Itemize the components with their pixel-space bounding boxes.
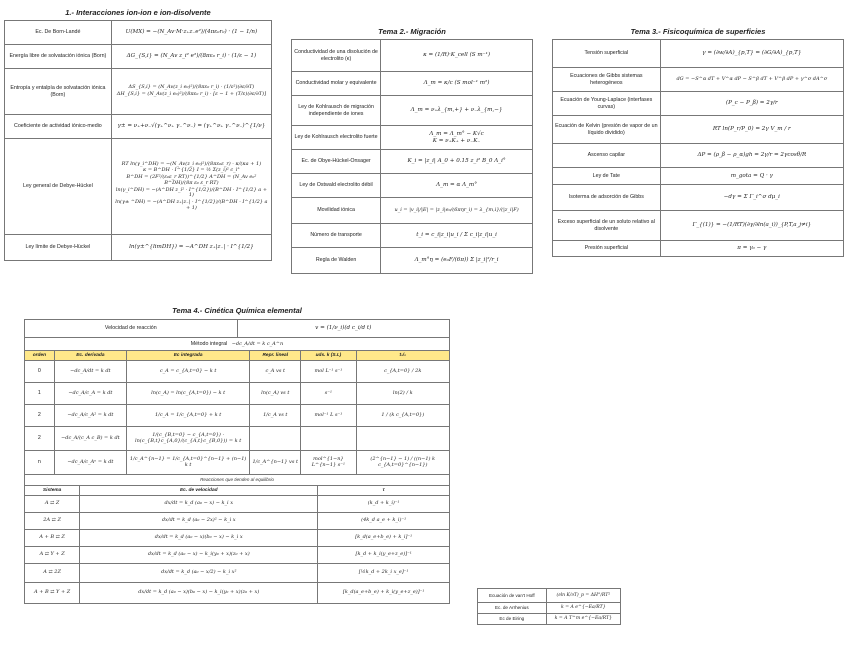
linear: 1/c_A^{n−1} vs t [250, 451, 301, 475]
formula: −dc_A/dt = k c_A^n [231, 340, 284, 347]
half-life: c_{A,t=0} / 2k [356, 361, 450, 383]
formula: γ = (∂w/∂A)_{p,T} = (∂G/∂A)_{p,T} [660, 40, 843, 68]
formula: κ = B^DH · I^{1/2} I = ½ Σ(z_i)² c_i° [143, 167, 240, 174]
formula: Λ_m = ν₊λ_{m,+} + ν₋λ_{m,−} [381, 96, 533, 126]
table-row [292, 224, 533, 248]
rate-table [24, 319, 450, 338]
half-life: (2^{n−1} − 1) / ((n−1) k c_{A,t=0}^{n−1}) [356, 451, 450, 475]
tau: (4k_d a_e + k_i)⁻¹ [318, 513, 450, 530]
formula: ΔH_{S,i} = (N_Av(z_i e₀)²)/(8πε₀ r_i) · [ε − 1 + (T/ε)(∂ε/∂T)] [116, 91, 267, 97]
rate-eq: dx/dt = k_d (a₀ − x/2) − k_i x² [80, 564, 318, 583]
section-3 [552, 27, 844, 257]
formula: dG = −S^α dT + V^α dP − S^β dT + V^β dP + γ^σ dA^σ [660, 68, 843, 92]
formula: ln(γ±^{limDH}) = −A^DH z₊|z₋| · I^{1/2} [111, 235, 271, 261]
integrated: ln(c_A) = ln(c_{A,t=0}) − k t [127, 383, 250, 405]
formula: ΔG_{S,i} = (N_Av z_i² e²)/(8πε₀ r_i) · (1/ε − 1) [111, 45, 271, 69]
row-label: Entropía y entalpía de solvatación iónica (Born) [5, 69, 112, 115]
system: A ⇄ Z [25, 496, 80, 513]
table-row [292, 72, 533, 96]
col-header: τ [318, 486, 450, 496]
col-header: uds. k (S.I.) [301, 351, 356, 361]
row-label: Coeficiente de actividad iónico-medio [5, 115, 112, 139]
section-4-title: Tema 4.- Cinética Química elemental [172, 306, 302, 315]
row-label: Ec. De Born-Landé [5, 21, 112, 45]
table-row [292, 150, 533, 174]
table-row [478, 603, 621, 614]
formula: K_i = |z_i| A_0 + 0.15 z_i² B_0 Λ_i° [381, 150, 533, 174]
col-header: Ec. de velocidad [80, 486, 318, 496]
row-label: Número de transporte [292, 224, 381, 248]
half-life: ln(2) / k [356, 383, 450, 405]
table-row [5, 115, 272, 139]
units: s⁻¹ [301, 383, 356, 405]
method-table [24, 337, 450, 351]
half-life: 1 / (k c_{A,t=0}) [356, 405, 450, 427]
table-row [25, 451, 450, 475]
table-row [25, 361, 450, 383]
derived: −dc_A/c_A = k dt [54, 383, 126, 405]
table-row [25, 405, 450, 427]
table-row [553, 92, 844, 116]
formula: Γ_{(1)} = −(1/RT)(∂γ/∂ln(a_i))_{P,T,a_j≠i} [660, 211, 843, 241]
row-label: Velocidad de reacción [25, 320, 238, 338]
rate-eq: dx/dt = k_d (a₀ − 2x)² − k_i x [80, 513, 318, 530]
row-label: Regla de Walden [292, 248, 381, 274]
table-row [292, 198, 533, 224]
row-label: Ley general de Debye-Hückel [5, 139, 112, 235]
table-row [292, 96, 533, 126]
formula: Λ_m°η = (e₀F/(6π)) Σ |z_i|²/r_i [381, 248, 533, 274]
table-5 [477, 588, 621, 625]
tau: [k_d(a_e+b_e) + k_i(y_e+z_e)]⁻¹ [318, 583, 450, 604]
col-header: Repr. lineal [250, 351, 301, 361]
table-row [5, 69, 272, 115]
formula: Λ_m = Λ_m° − K√c [429, 130, 484, 137]
table-header [25, 486, 450, 496]
formula: RT ln(γ_i^DH) = −(N_Av(z_i e₀)²)/(8πε₀ε_r) · κ/(κa + 1) [121, 160, 262, 167]
table-row [25, 564, 450, 583]
row-label: Presión superficial [553, 241, 661, 257]
row-label: Ecuación de van't Hoff [478, 589, 547, 603]
units: mol L⁻¹ s⁻¹ [301, 361, 356, 383]
derived: −dc_A/c_A² = k dt [54, 405, 126, 427]
table-1 [4, 20, 272, 261]
formula: RT ln(P_r/P_0) = 2γ V_m / r [660, 116, 843, 144]
system: A + B ⇄ Y + Z [25, 583, 80, 604]
col-header: orden [25, 351, 55, 361]
table-row [553, 144, 844, 168]
col-header: Sistema [25, 486, 80, 496]
half-life [356, 427, 450, 451]
row-label: Ec. de Obye-Hückel-Onsager [292, 150, 381, 174]
units: mol^{1−n} L^{n−1} s⁻¹ [301, 451, 356, 475]
formula: (∂ln K/∂T)_p = ΔH°/RT² [546, 589, 620, 603]
system: A + B ⇄ Z [25, 530, 80, 547]
table-header [25, 351, 450, 361]
formula-cell [111, 139, 271, 235]
formula: π = γ₀ − γ [660, 241, 843, 257]
units [301, 427, 356, 451]
table-row [5, 139, 272, 235]
system: A ⇄ Y + Z [25, 547, 80, 564]
row-label: Isoterma de adsorción de Gibbs [553, 185, 661, 211]
formula: Λ_m = α Λ_m° [381, 174, 533, 198]
rate-eq: dx/dt = k_d (a₀ − x)(b₀ − x) − k_i x [80, 530, 318, 547]
formula: m_gota = Q · γ [660, 168, 843, 185]
formula: γ± = ν₊+ν₋√(γ₊^ν₊ γ₋^ν₋) = (γ₊^ν₊ γ₋^ν₋)^{1/ν} [111, 115, 271, 139]
linear: 1/c_A vs t [250, 405, 301, 427]
formula: Λ_m = κ/c (S mol⁻¹ m²) [381, 72, 533, 96]
method-label: Método integral [190, 340, 228, 347]
caption: Reacciones que tienden al equilibrio [25, 475, 450, 486]
col-header: Ec. derivada [54, 351, 126, 361]
row-label: Ecuaciones de Gibbs sistemas heterogéneos [553, 68, 661, 92]
formula: t_i = c_i|z_i|u_i / Σ c_i|z_i|u_i [381, 224, 533, 248]
section-3-title: Tema 3.- Fisicoquímica de superficies [630, 27, 766, 36]
formula: U(MX) = −(N_Av·M·z₊z₋e²)/(4πε₀r₀) · (1 − 1/n) [111, 21, 271, 45]
units: mol⁻¹ L s⁻¹ [301, 405, 356, 427]
formula: ΔP = (ρ_β − ρ_α)gh = 2γ/r = 2γcosθ/R [660, 144, 843, 168]
section-2 [291, 27, 533, 274]
table-row [553, 241, 844, 257]
table-row [292, 126, 533, 150]
table-row [25, 496, 450, 513]
section-4 [24, 306, 450, 604]
row-label: Movilidad iónica [292, 198, 381, 224]
formula-cell [381, 126, 533, 150]
formula: K = ν₊K₊ + ν₋K₋ [432, 138, 481, 144]
rate-eq: dx/dt = k_d (a₀ − x) − k_i(y₀ + x)(z₀ + x) [80, 547, 318, 564]
formula: −dγ = Σ Γ_i^σ dμ_i [660, 185, 843, 211]
row-label: Energía libre de solvatación iónica (Born) [5, 45, 112, 69]
formula: v = (1/ν_i)(d c_i/d t) [237, 320, 450, 338]
section-1-title: 1.- Interacciones ion-ion e ion-disolvente [65, 8, 211, 17]
formula: ΔS_{S,i} = (N_Av(z_i e₀)²)/(8πε₀ r_i) · (1/ε²)(∂ε/∂T) [128, 84, 255, 91]
row-label: Ecuación de Kelvin (presión de vapor de un líquido dividido) [553, 116, 661, 144]
formula: ln(γ± ^DH) = −(A^DH z₊|z₋| · I^{1/2})/(B^DH · I^{1/2} a + 1) [115, 199, 268, 211]
formula: B^DH = (2F²/(ε₀ε_r RT))^{1/2} A^DH = (N_Av e₀² B^DH)/(8π ε₀ ε_r RT) [126, 174, 257, 186]
table-row [5, 21, 272, 45]
row-label: Ecuación de Young-Laplace (interfases curvas) [553, 92, 661, 116]
table-row [25, 583, 450, 604]
formula: ln(γ_i^DH) = −(A^DH z_i² · I^{1/2})/(B^DH · I^{1/2} a + 1) [115, 186, 268, 199]
integrated: 1/c_A = 1/c_{A,t=0} + k t [127, 405, 250, 427]
section-5 [477, 588, 621, 625]
tau: [k_d(a_e+b_e) + k_i]⁻¹ [318, 530, 450, 547]
derived: −dc_A/(c_A c_B) = k dt [54, 427, 126, 451]
row-label: Tensión superficial [553, 40, 661, 68]
table-row [25, 530, 450, 547]
table-row [25, 475, 450, 486]
integrated: 1/(c_{B,t=0} − c_{A,t=0}) · ln(c_{B,t}c_{A,0}/(c_{A,t}c_{B,0})) = k t [127, 427, 250, 451]
formula: u_i = |v_i|/|E| = |z_i|e₀/(6πηr_i) = λ_{m,i}/(|z_i|F) [381, 198, 533, 224]
row-label: Conductividad de una disolución de electrolito (κ) [292, 40, 381, 72]
row-label: Ley límite de Debye-Hückel [5, 235, 112, 261]
equilibrium-table [24, 485, 450, 604]
order: 2 [25, 405, 55, 427]
order: 0 [25, 361, 55, 383]
system: 2A ⇄ Z [25, 513, 80, 530]
table-row [5, 45, 272, 69]
table-row [5, 235, 272, 261]
derived: −dc_A/dt = k dt [54, 361, 126, 383]
row-label: Ley de Kohlrausch electrolito fuerte [292, 126, 381, 150]
table-row [25, 383, 450, 405]
tau: [k_d + k_i(y_e+z_e)]⁻¹ [318, 547, 450, 564]
row-label: Ley de Kohlrausch de migración independiente de iones [292, 96, 381, 126]
table-row [553, 116, 844, 144]
table-row [25, 320, 450, 338]
row-label: Ley de Tate [553, 168, 661, 185]
linear: ln(c_A) vs t [250, 383, 301, 405]
table-row [292, 174, 533, 198]
order: 2 [25, 427, 55, 451]
row-label: Conductividad molar y equivalente [292, 72, 381, 96]
row-label: Ec de Eiring [478, 614, 547, 625]
table-row [292, 248, 533, 274]
table-row [553, 211, 844, 241]
table-row [292, 40, 533, 72]
row-label: Exceso superficial de un soluto relativo al disolvente [553, 211, 661, 241]
col-header: t₁/₂ [356, 351, 450, 361]
formula-cell [111, 69, 271, 115]
row-label: Ley de Ostwald electrolito débil [292, 174, 381, 198]
row-label: Ec. de Arrhenius [478, 603, 547, 614]
rate-eq: dx/dt = k_d (a₀ − x) − k_i x [80, 496, 318, 513]
rate-eq: dx/dt = k_d (a₀ − x)(b₀ − x) − k_i(y₀ + x)(z₀ + x) [80, 583, 318, 604]
section-2-title: Tema 2.- Migración [378, 27, 446, 36]
table-row [478, 589, 621, 603]
table-row [553, 40, 844, 68]
formula: k = A e^{−Ea/RT} [546, 603, 620, 614]
order: n [25, 451, 55, 475]
derived: −dc_A/c_Aⁿ = k dt [54, 451, 126, 475]
formula: κ = (1/R)·K_cell (S m⁻¹) [381, 40, 533, 72]
method-cell [25, 338, 450, 351]
table-row [25, 547, 450, 564]
system: A ⇄ 2Z [25, 564, 80, 583]
table-row [478, 614, 621, 625]
table-row [553, 185, 844, 211]
row-label: Ascenso capilar [553, 144, 661, 168]
table-row [25, 338, 450, 351]
table-row [553, 68, 844, 92]
linear: c_A vs t [250, 361, 301, 383]
integrated: 1/c_A^{n−1} = 1/c_{A,t=0}^{n−1} + (n−1) k t [127, 451, 250, 475]
linear [250, 427, 301, 451]
col-header: Ec integrada [127, 351, 250, 361]
section-1 [4, 8, 272, 261]
tau: [½k_d + 2k_i x_e]⁻¹ [318, 564, 450, 583]
order: 1 [25, 383, 55, 405]
table-2 [291, 39, 533, 274]
kinetics-table [24, 350, 450, 475]
formula: (P_c − P_β) = 2γ/r [660, 92, 843, 116]
table-row [553, 168, 844, 185]
tau: (k_d + k_i)⁻¹ [318, 496, 450, 513]
formula: k = A T^m e^{−Ea/RT} [546, 614, 620, 625]
table-row [25, 513, 450, 530]
table-row [25, 427, 450, 451]
integrated: c_A = c_{A,t=0} − k t [127, 361, 250, 383]
table-3 [552, 39, 844, 257]
